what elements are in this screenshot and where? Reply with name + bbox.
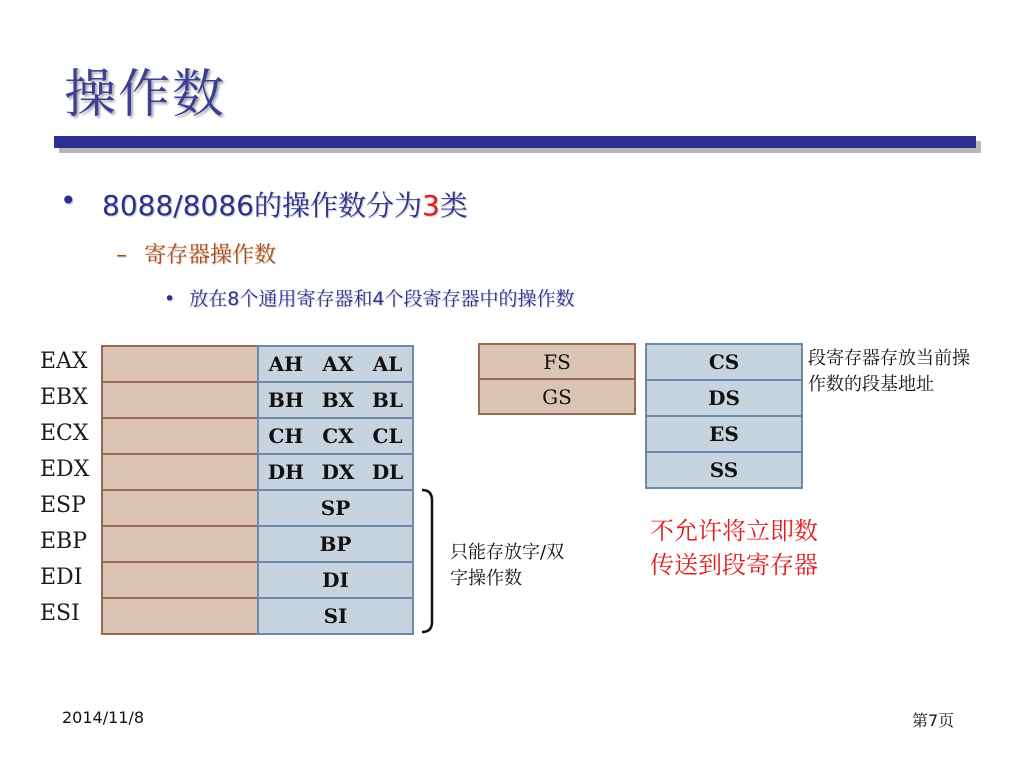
segment-register-name: ES	[709, 422, 739, 446]
register-label-esi: ESI	[40, 601, 80, 626]
register-word-cell	[259, 599, 412, 633]
register-byte-names	[259, 424, 412, 448]
segment-register-name: DS	[708, 386, 740, 410]
register-word: DX	[321, 460, 355, 484]
register-low-word-esp	[257, 489, 414, 527]
bullet-dot-small: •	[164, 288, 176, 310]
segment-register-cs	[645, 343, 803, 381]
warning-line2: 传送到段寄存器	[650, 551, 818, 579]
segment-register-ds	[645, 379, 803, 417]
segment-note	[808, 346, 970, 398]
register-label-edi: EDI	[40, 565, 83, 590]
register-low-word-ecx	[257, 417, 414, 455]
word-note	[450, 540, 564, 592]
register-high-half-ecx	[101, 417, 259, 455]
register-high-half-ebp	[101, 525, 259, 563]
footer-date: 2014/11/8	[62, 708, 145, 727]
segment-register-gs	[478, 378, 636, 415]
bullet-level1-text	[102, 184, 468, 224]
register-word: SP	[320, 496, 351, 520]
word-note-line2: 字操作数	[450, 568, 522, 589]
register-low-word-ebp	[257, 525, 414, 563]
register-word-cell	[259, 527, 412, 561]
segment-register-ss	[645, 451, 803, 489]
register-word-cell	[259, 563, 412, 597]
register-high-half-esi	[101, 597, 259, 635]
register-word: AX	[322, 352, 354, 376]
slide-title: 操作数	[64, 65, 227, 125]
segment-note-line2: 作数的段基地址	[808, 374, 934, 395]
register-word-cell	[259, 347, 412, 381]
bullet-dot: •	[60, 184, 77, 217]
register-byte-names	[259, 388, 412, 412]
register-word-cell	[259, 419, 412, 453]
register-low-word-eax	[257, 345, 414, 383]
bullet-text-before: 8088/8086的操作数分为	[102, 189, 422, 222]
segment-note-line1: 段寄存器存放当前操	[808, 348, 970, 369]
register-word-cell	[259, 455, 412, 489]
register-high-half-eax	[101, 345, 259, 383]
immediate-warning	[650, 514, 818, 582]
bullet-level2	[116, 238, 276, 269]
register-label-ebx: EBX	[40, 385, 88, 410]
register-word: SI	[323, 604, 348, 628]
register-word: CX	[322, 424, 354, 448]
register-high-byte: CH	[268, 424, 304, 448]
segment-register-name: CS	[708, 350, 740, 374]
register-high-byte: BH	[267, 388, 304, 412]
register-word: BP	[319, 532, 352, 556]
word-note-line1: 只能存放字/双	[450, 542, 565, 563]
register-high-byte: DH	[267, 460, 304, 484]
register-label-edx: EDX	[40, 457, 90, 482]
bracket	[418, 488, 440, 634]
segment-register-fs	[478, 343, 636, 380]
register-byte-names	[259, 460, 412, 484]
register-label-esp: ESP	[40, 493, 86, 518]
bullet-level2-text: 寄存器操作数	[144, 243, 277, 268]
footer-page-number: 第7页	[912, 711, 955, 730]
register-low-byte: AL	[372, 352, 403, 376]
register-low-word-esi	[257, 597, 414, 635]
bullet-highlight: 3	[421, 189, 440, 222]
segment-register-es	[645, 415, 803, 453]
warning-line1: 不允许将立即数	[650, 517, 818, 545]
bullet-dash: –	[116, 243, 127, 268]
register-word-cell	[259, 491, 412, 525]
register-word: BX	[321, 388, 355, 412]
bullet-text-after: 类	[439, 189, 468, 222]
register-high-half-ebx	[101, 381, 259, 419]
register-word-cell	[259, 383, 412, 417]
register-high-byte: AH	[268, 352, 304, 376]
bullet-level3-text: 放在8个通用寄存器和4个段寄存器中的操作数	[189, 288, 575, 310]
title-underline	[54, 136, 976, 148]
register-low-byte: DL	[371, 460, 404, 484]
register-label-ecx: ECX	[40, 421, 89, 446]
bullet-level3	[164, 284, 574, 311]
register-high-half-esp	[101, 489, 259, 527]
register-low-word-edi	[257, 561, 414, 599]
register-high-half-edx	[101, 453, 259, 491]
register-byte-names	[259, 352, 412, 376]
register-low-byte: BL	[372, 388, 403, 412]
register-label-eax: EAX	[40, 349, 88, 374]
segment-register-name: GS	[542, 384, 572, 409]
register-low-word-ebx	[257, 381, 414, 419]
segment-register-name: FS	[543, 349, 571, 374]
register-low-byte: CL	[372, 424, 403, 448]
register-word: DI	[322, 568, 349, 592]
register-label-ebp: EBP	[40, 529, 88, 554]
segment-register-name: SS	[709, 458, 739, 482]
register-high-half-edi	[101, 561, 259, 599]
register-low-word-edx	[257, 453, 414, 491]
